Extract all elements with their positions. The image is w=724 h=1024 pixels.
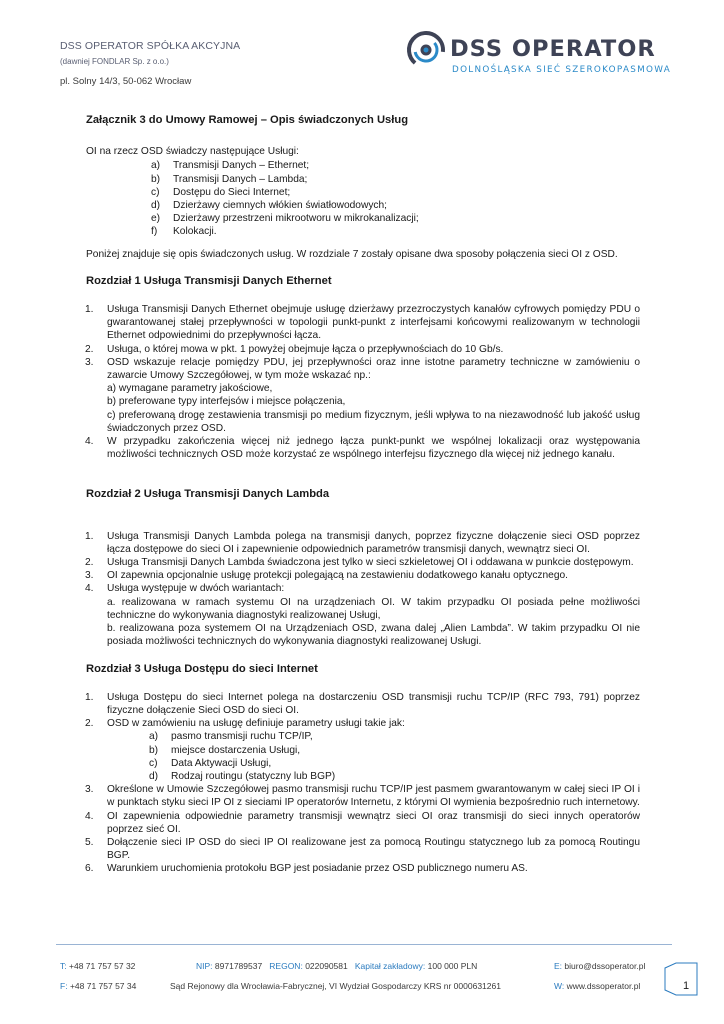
list-item: 2. Usługa, o której mowa w pkt. 1 powyżej obejmuje łącza o przepływnościach do 10 Gb/s. xyxy=(85,343,504,355)
list-item: 3. OSD wskazuje relacje pomiędzy PDU, jej przepływności oraz inne istotne parametry techniczne w zamówieniu o zawarcie Umowy Szczegółowej, w tym może wskazać np.: a) wymagane parametry jakościowe, b) preferowane typy interfejsów i miejsce połączenia, c) preferowaną drogę zestawienia transmisji po medium fizycznym, jeśli wpływa to na niezawodność lub jakość usług świadczonych przez OSD. xyxy=(85,356,640,434)
company-address: pl. Solny 14/3, 50-062 Wrocław xyxy=(60,76,192,87)
list-item: a) Transmisji Danych – Ethernet; xyxy=(151,160,310,172)
list-item: a) pasmo transmisji ruchu TCP/IP, xyxy=(149,731,313,743)
page-number-frame-icon xyxy=(664,962,698,996)
document-body xyxy=(86,114,640,876)
list-item: b) Transmisji Danych – Lambda; xyxy=(151,173,308,185)
list-item: 3. OI zapewnia opcjonalnie usługę protekcji polegającą na zestawieniu dodatkowego kanału optycznego. xyxy=(85,570,569,582)
capital-value: 100 000 PLN xyxy=(427,961,478,971)
list-item: 6. Warunkiem uruchomienia protokołu BGP jest posiadanie przez OSD publicznego numeru AS. xyxy=(85,863,528,875)
logo-swirl-icon xyxy=(404,30,448,80)
sub-item: a. realizowana w ramach systemu OI na urządzeniach OI. W takim przypadku OI posiada pełne możliwości techniczne do wykonywania diagnostyki realizowanej Usługi, xyxy=(107,596,640,621)
list-item: 1. Usługa Dostępu do sieci Internet polega na dostarczeniu OSD transmisji ruchu TCP/IP (RFC 793, 791) poprzez fizyczne dołączenie Sieci OSD do sieci OI. xyxy=(85,691,640,716)
company-info xyxy=(60,40,240,87)
list-item: 1. Usługa Transmisji Danych Lambda polega na transmisji danych, poprzez fizyczne dołączenie sieci OSD poprzez łącza dostępowe do sieci OI i zapewnienie odpowiednich parametrów transmisji danych, wewnątrz sieci OI. xyxy=(85,530,640,555)
footer-registry: NIP: 8971789537 REGON: 022090581 Kapitał zakładowy: 100 000 PLN xyxy=(196,961,478,971)
list-item: 4. W przypadku zakończenia więcej niż jednego łącza punkt-punkt we wspólnej lokalizacji oraz występowania możliwości technicznych OSD może korzystać ze wspólnego interfejsu fizycznego dla więcej niż jednego kanału. xyxy=(85,436,640,461)
list-item: 3. Określone w Umowie Szczegółowej pasmo transmisji ruchu TCP/IP jest pasmem gwarantowanym w całej sieci IP OI i w punktach styku sieci IP OI z sieciami IP operatorów Internetu, z którymi OI wymienia bezpośrednio ruch internetowy. xyxy=(85,784,640,809)
footer-court: Sąd Rejonowy dla Wrocławia-Fabrycznej, VI Wydział Gospodarczy KRS nr 0000631261 xyxy=(170,981,501,991)
document-title: Załącznik 3 do Umowy Ramowej – Opis świadczonych Usług xyxy=(86,114,409,126)
list-item: 1. Usługa Transmisji Danych Ethernet obejmuje usługę dzierżawy przezroczystych kanałów cyfrowych pomiędzy PDU o gwarantowanej stałej przepływności w topologii punkt-punkt z interfejsami końcowymi realizowanym w technologii Ethernet odpowiednimi do przepływności łącza. xyxy=(85,304,640,342)
list-item: c) Dostępu do Sieci Internet; xyxy=(151,186,291,198)
sub-item: a) wymagane parametry jakościowe, xyxy=(107,383,273,395)
list-item: d) Dzierżawy ciemnych włókien światłowodowych; xyxy=(151,200,388,212)
nip-value: 8971789537 xyxy=(214,961,263,971)
services-summary: Poniżej znajduje się opis świadczonych usług. W rozdziale 7 zostały opisane dwa sposoby połączenia sieci OI z OSD. xyxy=(86,248,618,260)
list-item: 2. Usługa Transmisji Danych Lambda świadczona jest tylko w sieci szkieletowej OI i oddawana w punkcie dostępowym. xyxy=(85,557,634,569)
footer-divider xyxy=(56,944,672,945)
list-item: c) Data Aktywacji Usługi, xyxy=(149,757,272,769)
chapter-1-heading: Rozdział 1 Usługa Transmisji Danych Ethernet xyxy=(86,274,332,287)
regon-value: 022090581 xyxy=(305,961,348,971)
list-item: 5. Dołączenie sieci IP OSD do sieci IP OI realizowane jest za pomocą Routingu statycznego lub za pomocą Routingu BGP. xyxy=(85,836,640,862)
list-item: b) miejsce dostarczenia Usługi, xyxy=(149,744,301,756)
logo-tagline: DOLNOŚLĄSKA SIEĆ SZEROKOPASMOWA xyxy=(452,65,672,75)
chapter-1-list xyxy=(86,303,640,461)
sub-item: c) preferowaną drogę zestawienia transmisji po medium fizycznym, jeśli wpływa to na niezawodność lub jakość usług świadczonych przez OSD. xyxy=(107,409,640,434)
chapter-2-heading: Rozdział 2 Usługa Transmisji Danych Lambda xyxy=(86,488,330,501)
services-intro: OI na rzecz OSD świadczy następujące Usługi: xyxy=(86,146,299,158)
sub-item: b. realizowana poza systemem OI na Urządzeniach OSD, zwana dalej „Alien Lambda”. W takim przypadku OI nie posiada możliwości technicznych do wykonywania diagnostyki realizowanej Usługi. xyxy=(107,623,640,648)
footer-website[interactable]: W: www.dssoperator.pl xyxy=(554,981,641,991)
services-list xyxy=(151,159,640,238)
page-number: 1 xyxy=(683,980,690,992)
chapter-3-list xyxy=(86,691,640,876)
list-item: 4. Usługa występuje w dwóch wariantach: a. realizowana w ramach systemu OI na urządzeniach OI. W takim przypadku OI posiada pełne możliwości techniczne do wykonywania diagnostyki realizowanej Usługi, b. realizowana poza systemem OI na Urządzeniach OSD, zwana dalej „Alien Lambda”. W takim przypadku OI nie posiada możliwości technicznych do wykonywania diagnostyki realizowanej Usługi. xyxy=(85,583,640,648)
dss-operator-logo xyxy=(404,30,674,80)
list-item: f) Kolokacji. xyxy=(151,226,217,238)
chapter-2-list xyxy=(86,530,640,649)
company-former-name: (dawniej FONDLAR Sp. z o.o.) xyxy=(60,57,169,66)
footer-email[interactable]: E: biuro@dssoperator.pl xyxy=(554,961,646,971)
footer-fax: F: +48 71 757 57 34 xyxy=(60,981,137,991)
list-item: 4. OI zapewnienia odpowiednie parametry transmisji wewnątrz sieci OI oraz transmisji do sieci innych operatorów poprzez sieć OI. xyxy=(85,810,640,835)
list-item: d) Rodzaj routingu (statyczny lub BGP) xyxy=(149,770,336,782)
usage-params-list xyxy=(149,730,640,783)
list-item: e) Dzierżawy przestrzeni mikrootworu w mikrokanalizacji; xyxy=(151,213,419,225)
sub-item: b) preferowane typy interfejsów i miejsce połączenia, xyxy=(107,396,346,408)
logo-title: DSS OPERATOR xyxy=(450,36,656,62)
list-item: 2. OSD w zamówieniu na usługę definiuje parametry usługi takie jak: a) pasmo transmisji ruchu TCP/IP, b) miejsce dostarczenia Usługi, c) Data Aktywacji Usługi, d) Rodzaj routingu (statyczny lub BGP) xyxy=(86,717,640,783)
company-name: DSS OPERATOR SPÓŁKA AKCYJNA xyxy=(60,40,241,52)
chapter-3-heading: Rozdział 3 Usługa Dostępu do sieci Internet xyxy=(86,662,318,675)
footer-phone: T: +48 71 757 57 32 xyxy=(60,961,136,971)
